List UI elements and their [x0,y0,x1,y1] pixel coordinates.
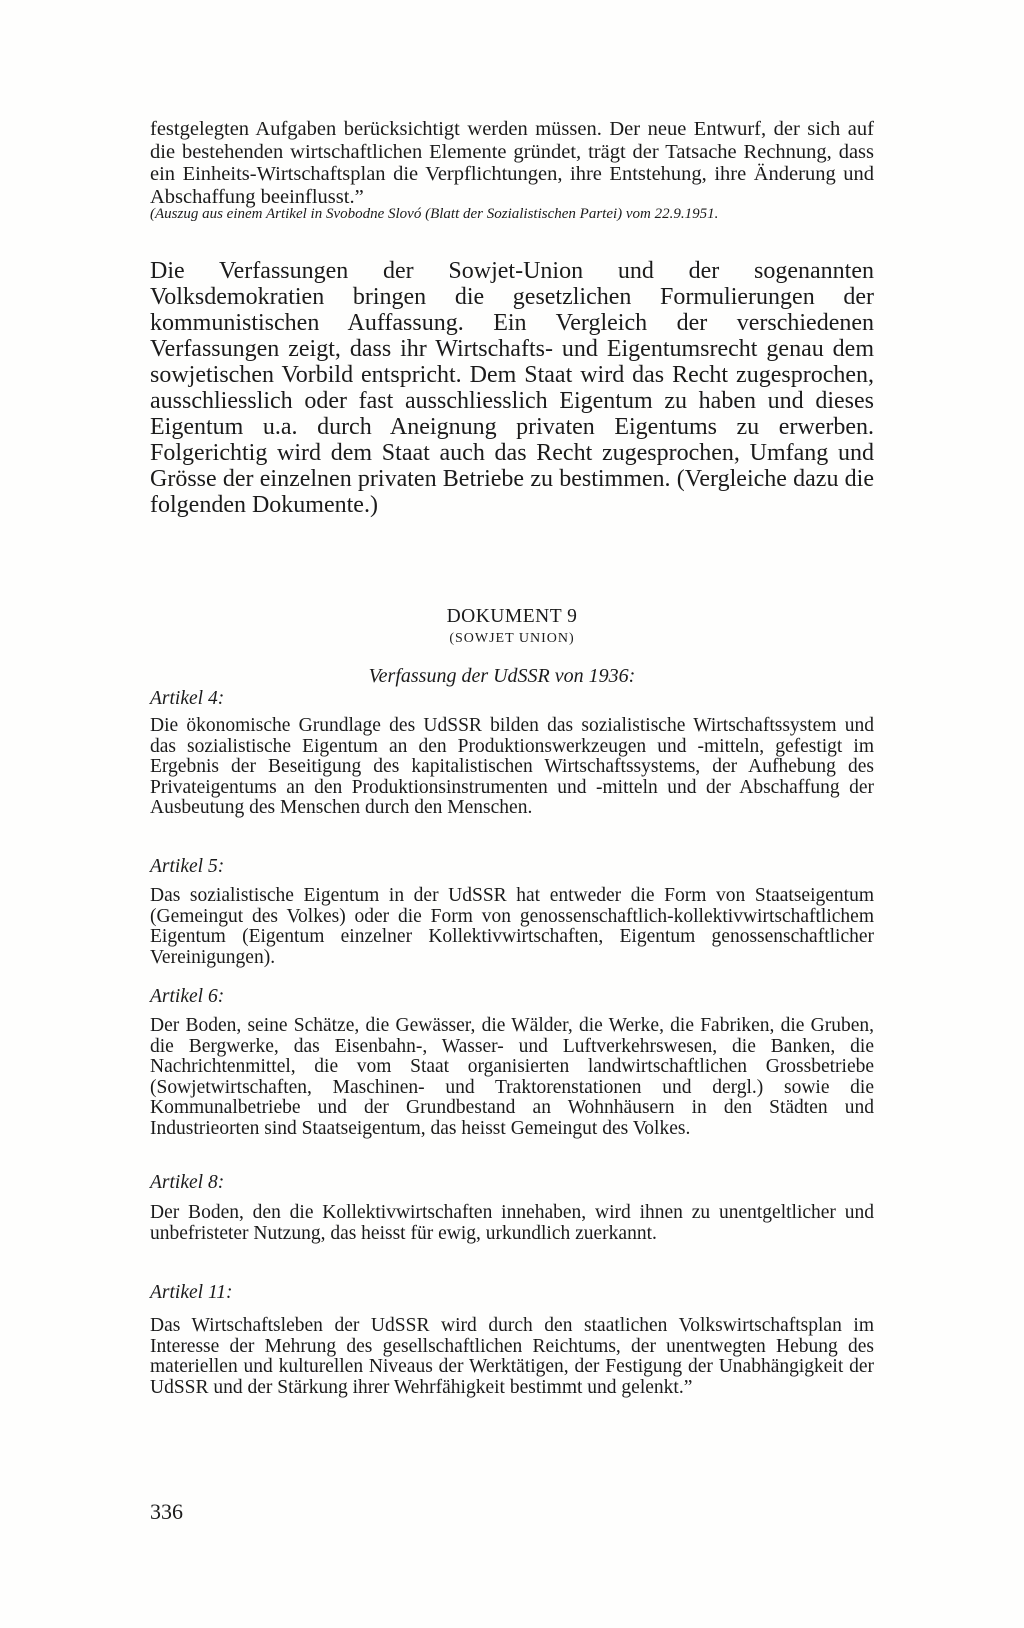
quote-text: festgelegten Aufgaben berücksichtigt werden müssen. Der neue Entwurf, der sich auf die bestehenden wirtschaftlichen Elemente gründet, trägt der Tatsache Rechnung, dass ein Einheits-Wirtschaftsplan die Verpflichtungen, ihre Entstehung, ihre Änderung und Abschaffung beeinflusst.” [150,118,874,208]
article-8-text: Der Boden, den die Kollektivwirtschaften innehaben, wird ihnen zu unentgeltlicher und unbefristeter Nutzung, das heisst für ewig, urkundlich zuerkannt. [150,1202,874,1244]
constitution-title: Verfassung der UdSSR von 1936: [368,665,636,687]
article-6-heading: Artikel 6: [150,986,225,1007]
article-11-heading: Artikel 11: [150,1282,233,1303]
article-11-text: Das Wirtschaftsleben der UdSSR wird durch den staatlichen Volkswirtschaftsplan im Interesse der Mehrung des gesellschaftlichen Reichtums, der unentwegten Hebung des materiellen und kulturellen Niveaus der Werktätigen, der Festigung der Unabhängigkeit der UdSSR und der Stärkung ihrer Wehrfähigkeit bestimmt und gelenkt.” [150,1315,874,1398]
article-6-text: Der Boden, seine Schätze, die Gewässer, die Wälder, die Werke, die Fabriken, die Gruben, die Bergwerke, das Eisenbahn-, Wasser- und Luftverkehrswesen, die Banken, die Nachrichtenmittel, die vom Staat organisierten landwirtschaftlichen Grossbetriebe (Sowjetwirtschaften, Maschinen- und Traktorenstationen und dergl.) sowie die Kommunalbetriebe und der Grundbestand an Wohnhäusern in den Städten und Industrieorten sind Staatseigentum, das heisst Gemeingut des Volkes. [150,1015,874,1139]
quote-citation: (Auszug aus einem Artikel in Svobodne Slovó (Blatt der Sozialistischen Partei) vom 22.9.1951. [150,206,719,222]
article-8-heading: Artikel 8: [150,1172,225,1193]
document-title: DOKUMENT 9 [446,606,578,627]
document-subtitle: (SOWJET UNION) [449,631,575,646]
article-4-text: Die ökonomische Grundlage des UdSSR bilden das sozialistische Wirtschaftssystem und das sozialistische Eigentum an den Produktionswerkzeugen und -mitteln, gefestigt im Ergebnis der Beseitigung des kapitalistischen Wirtschaftssystems, der Aufhebung des Privateigentums an den Produktionsinstrumenten und -mitteln und der Abschaffung der Ausbeutung des Menschen durch den Menschen. [150,715,874,818]
article-5-text: Das sozialistische Eigentum in der UdSSR hat entweder die Form von Staatseigentum (Gemeingut des Volkes) oder die Form von genossenschaftlich-kollektivwirtschaftlichem Eigentum (Eigentum einzelner Kollektivwirtschaften, Eigentum genossenschaftlicher Vereinigungen). [150,885,874,968]
article-5-heading: Artikel 5: [150,856,225,877]
intro-paragraph: Die Verfassungen der Sowjet-Union und der sogenannten Volksdemokratien bringen die gesetzlichen Formulierungen der kommunistischen Auffassung. Ein Vergleich der verschiedenen Verfassungen zeigt, dass ihr Wirtschafts- und Eigentumsrecht genau dem sowjetischen Vorbild entspricht. Dem Staat wird das Recht zugesprochen, ausschliesslich oder fast ausschliesslich Eigentum zu haben und dieses Eigentum u.a. durch Aneignung privaten Eigentums zu erwerben. Folgerichtig wird dem Staat auch das Recht zugesprochen, Umfang und Grösse der einzelnen privaten Betriebe zu bestimmen. (Vergleiche dazu die folgenden Dokumente.) [150,258,874,518]
article-4-heading: Artikel 4: [150,688,225,709]
page-number: 336 [150,1499,183,1524]
